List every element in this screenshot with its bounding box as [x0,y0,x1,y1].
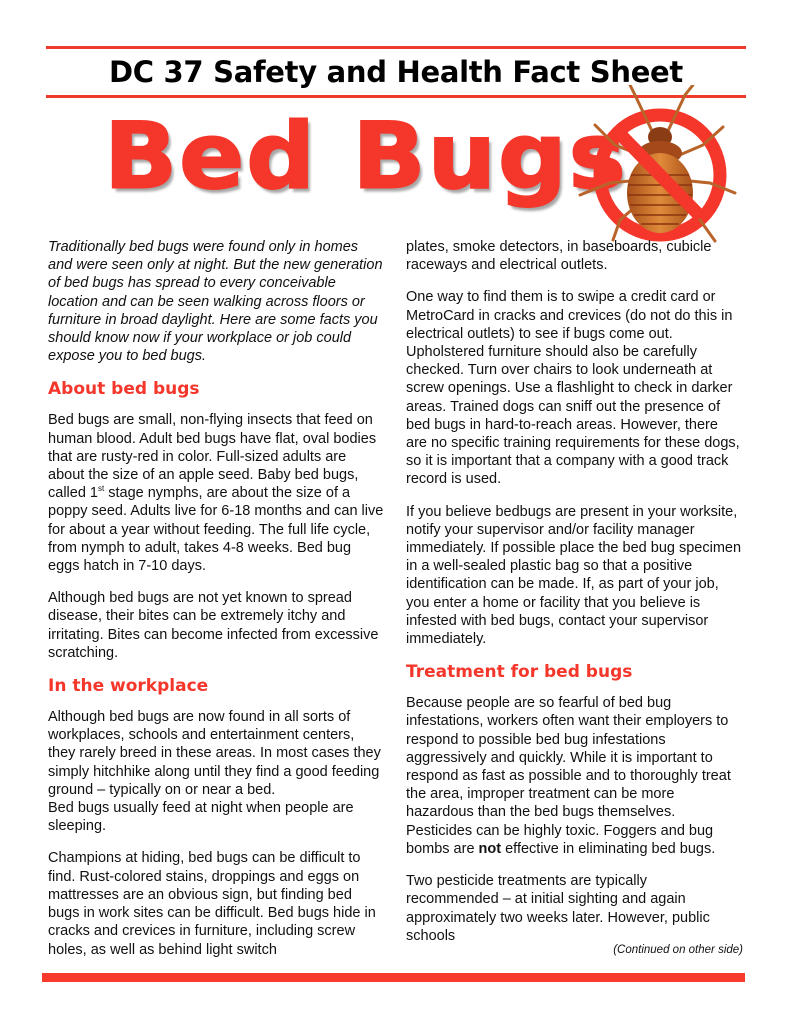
finding-paragraph: One way to find them is to swipe a credit card or MetroCard in cracks and crevices (do not do this in electrical outlets) to see if bugs come out. Upholstered furniture should also be carefully checked. Turn over chairs to look underneath at screw openings. Use a flashlight to check in darker areas. Trained dogs can sniff out the presence of bed bugs in hard-to-reach areas. However, there are no specific training requirements for these dogs, so it is important that a company with a good track record is used. [406,289,740,488]
continued-paragraph: plates, smoke detectors, in baseboards, cubicle raceways and electrical outlets. [406,239,712,274]
page-title: Bed Bugs [104,103,628,210]
section-heading-about: About bed bugs [48,379,200,400]
reporting-paragraph: If you believe bedbugs are present in your worksite, notify your supervisor and/or facility manager immediately. If possible place the bed bug specimen in a well-sealed plastic bag so that a positive identification can be made. If, as part of your job, you enter a home or facility that you believe is infested with bed bugs, contact your supervisor immediately. [406,503,742,648]
treatment-p1-bold: not [478,840,502,857]
top-rule [46,46,746,49]
right-column [406,238,742,959]
continued-note: (Continued on other side) [613,944,743,956]
bottom-rule [42,973,745,982]
treatment-paragraph-1 [406,694,742,858]
treatment-p1-text-b: effective in eliminating bed bugs. [501,840,716,857]
section-heading-workplace: In the workplace [48,676,209,697]
masthead: DC 37 Safety and Health Fact Sheet [109,55,683,89]
no-bed-bugs-prohibition-icon [575,85,750,245]
about-paragraph-1 [48,411,384,575]
treatment-paragraph-2: Two pesticide treatments are typically recommended – at initial sighting and again approximately two weeks later. However, public schools [406,873,710,944]
about-p1-superscript: st [97,484,105,494]
treatment-p1-text-a: Because people are so fearful of bed bug infestations, workers often want their employers to respond to possible bed bug infestations aggressively and quickly. While it is important to respond as fast as possible and to thoroughly treat the area, improper treatment can be more hazardous than the bed bugs themselves. Pesticides can be highly toxic. Foggers and bug bombs are [406,695,731,857]
section-heading-treatment: Treatment for bed bugs [406,662,633,683]
about-p1-text-b: stage nymphs, are about the size of a poppy seed. Adults live for 6-18 months and can live for about a year without feeding. The full life cycle, from nymph to adult, takes 4-8 weeks. Bed bug eggs hatch in 7-10 days. [48,485,384,575]
workplace-p1-text: Although bed bugs are now found in all sorts of workplaces, schools and entertainment centers, they rarely breed in these areas. In most cases they simply hitchhike along until they find a good feeding ground – typically on or near a bed. [48,709,381,798]
about-paragraph-2: Although bed bugs are not yet known to spread disease, their bites can be extremely itchy and irritating. Bites can become infected from excessive scratching. [48,590,379,661]
intro-paragraph: Traditionally bed bugs were found only in homes and were seen only at night. But the new generation of bed bugs has spread to every conceivable location and can be seen walking across floors or furniture in broad daylight. Here are some facts you should know now if your workplace or job could expose you to bed bugs. [48,239,383,365]
workplace-paragraph-1 [48,708,384,835]
about-p1-text-a: Bed bugs are small, non-flying insects that feed on human blood. Adult bed bugs have flat, oval bodies that are rusty-red in color. Full-sized adults are about the size of an apple seed. Baby bed bugs, called 1 [48,412,377,502]
workplace-p1b-text: Bed bugs usually feed at night when people are sleeping. [48,800,354,835]
workplace-paragraph-2: Champions at hiding, bed bugs can be difficult to find. Rust-colored stains, droppings and eggs on mattresses are an obvious sign, but finding bed bugs in work sites can be difficult. Bed bugs hide in cracks and crevices in furniture, including screw holes, as well as behind light switch [48,850,376,958]
left-column [48,238,384,973]
